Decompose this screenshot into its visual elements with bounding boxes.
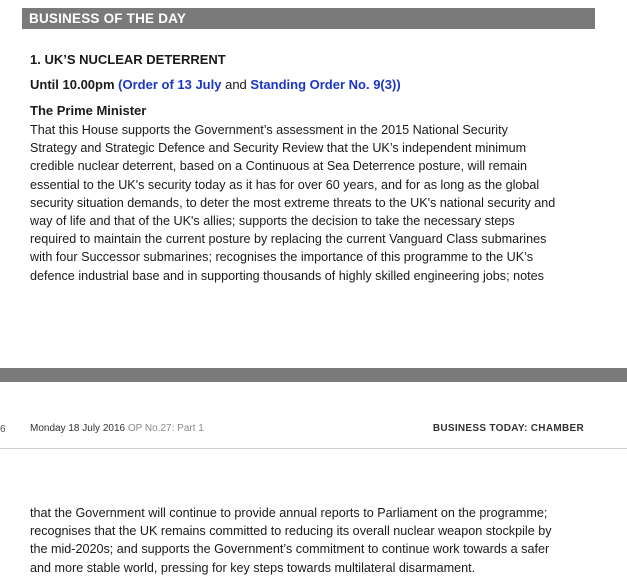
motion-line: way of life and that of the UK's allies; supports the decision to take the necessary steps [30,214,515,229]
header-divider [0,448,627,449]
motion-mover: The Prime Minister [30,103,147,118]
continuation-line: that the Government will continue to provide annual reports to Parliament on the programme; [30,506,548,520]
motion-line: defence industrial base and in supporting thousands of highly skilled engineering jobs; notes [30,268,544,283]
continuation-line: recognises that the UK remains committed to reducing its overall nuclear weapon stockpile by [30,524,552,539]
motion-line: with four Successor submarines; recognises the importance of this programme to the UK’s [30,250,534,265]
header-section-label: BUSINESS TODAY: CHAMBER [432,423,584,434]
motion-line: That this House supports the Government’s assessment in the 2015 National Security [30,123,508,137]
motion-line: essential to the UK's security today as it has for over 60 years, and for as long as the global [30,177,540,192]
header-op-reference: OP No.27: Part 1 [127,423,204,434]
section-title: BUSINESS OF THE DAY [29,11,187,26]
motion-line: credible nuclear deterrent, based on a Continuous at Sea Deterrence posture, will remain [30,159,528,174]
item-heading: 1. UK’S NUCLEAR DETERRENT [30,52,226,67]
timing-until: Until 10.00pm [30,77,115,92]
standing-order-link[interactable]: Standing Order No. 9(3)) [250,77,401,92]
motion-continuation [30,504,595,577]
continuation-line: the mid-2020s; and supports the Government’s commitment to continue work towards a safer [30,542,550,557]
motion-line: security situation demands, to deter the most extreme threats to the UK's national security and [30,195,556,210]
motion-line: required to maintain the current posture by replacing the current Vanguard Class submarines [30,232,547,247]
order-reference-link[interactable]: (Order of 13 July [118,77,222,92]
section-title-bar [22,8,595,29]
running-header-left [30,423,204,435]
timing-conjunction: and [225,77,247,92]
page-break-bar [0,368,627,382]
page-number: 6 [0,424,6,435]
timing-line [30,77,401,93]
continuation-line: and more stable world, pressing for key steps towards multilateral disarmament. [30,560,476,575]
motion-text [30,121,595,285]
motion-line: Strategy and Strategic Defence and Security Review that the UK’s independent minimum [30,141,527,156]
header-date: Monday 18 July 2016 [30,423,126,434]
